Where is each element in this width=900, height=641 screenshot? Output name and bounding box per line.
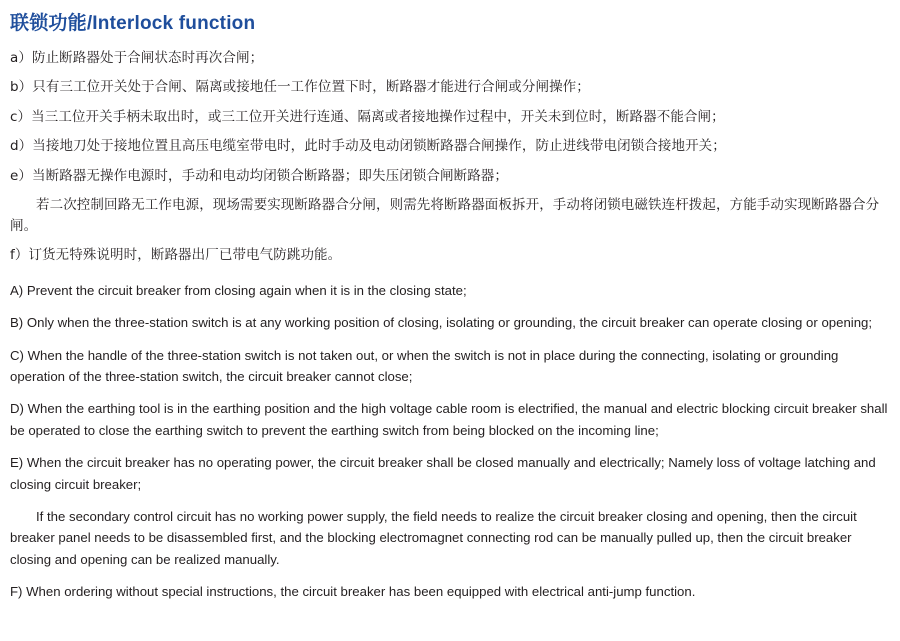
page-title-chinese: 联锁功能 [10, 12, 87, 34]
chinese-item-e-note: 若二次控制回路无工作电源，现场需要实现断路器合分闸，则需先将断路器面板拆开，手动将闭锁电磁铁连杆拨起，方能手动实现断路器合分闸。 [10, 197, 880, 234]
chinese-paragraph-list [10, 48, 888, 266]
english-item-b: B) Only when the three-station switch is at any working position of closing, isolating or grounding, the circuit breaker can operate closing or opening; [10, 315, 873, 331]
chinese-item-e: e）当断路器无操作电源时，手动和电动均闭锁合断路器；即失压闭锁合闸断路器； [10, 167, 509, 184]
english-item-e: E) When the circuit breaker has no operating power, the circuit breaker shall be closed manually and electrically; Namely loss of voltage latching and closing circuit breaker; [10, 455, 876, 492]
english-item-a: A) Prevent the circuit breaker from closing again when it is in the closing state; [10, 282, 467, 298]
english-item-f: F) When ordering without special instructions, the circuit breaker has been equipped with electrical anti-jump function. [10, 584, 696, 600]
page-title-english: /Interlock function [86, 13, 256, 34]
english-paragraph-list [10, 280, 888, 603]
english-item-e-note: If the secondary control circuit has no working power supply, the field needs to realize the circuit breaker closing and opening, then the circuit breaker panel needs to be disassembled first, and the blocking electromagnet connecting rod can be manually pulled up, then the circuit breaker closing and opening can be realized manually. [10, 508, 857, 567]
english-item-c: C) When the handle of the three-station switch is not taken out, or when the switch is not in place during the connecting, isolating or grounding operation of the three-station switch, the circuit breaker cannot close; [10, 347, 839, 385]
chinese-item-f: f）订货无特殊说明时，断路器出厂已带电气防跳功能。 [10, 247, 342, 264]
chinese-item-a: a）防止断路器处于合闸状态时再次合闸； [10, 49, 264, 66]
chinese-item-c: c）当三工位开关手柄未取出时，或三工位开关进行连通、隔离或者接地操作过程中，开关未到位时，断路器不能合闸； [10, 108, 725, 125]
chinese-item-d: d）当接地刀处于接地位置且高压电缆室带电时，此时手动及电动闭锁断路器合闸操作，防止进线带电闭锁合接地开关； [10, 138, 726, 155]
english-item-d: D) When the earthing tool is in the earthing position and the high voltage cable room is electrified, the manual and electric blocking circuit breaker shall be operated to close the earthing switch to prevent the earthing switch from being blocked on the incoming line; [10, 401, 888, 438]
chinese-item-b: b）只有三工位开关处于合闸、隔离或接地任一工作位置下时，断路器才能进行合闸或分闸操作； [10, 79, 590, 96]
page-title [10, 12, 888, 36]
